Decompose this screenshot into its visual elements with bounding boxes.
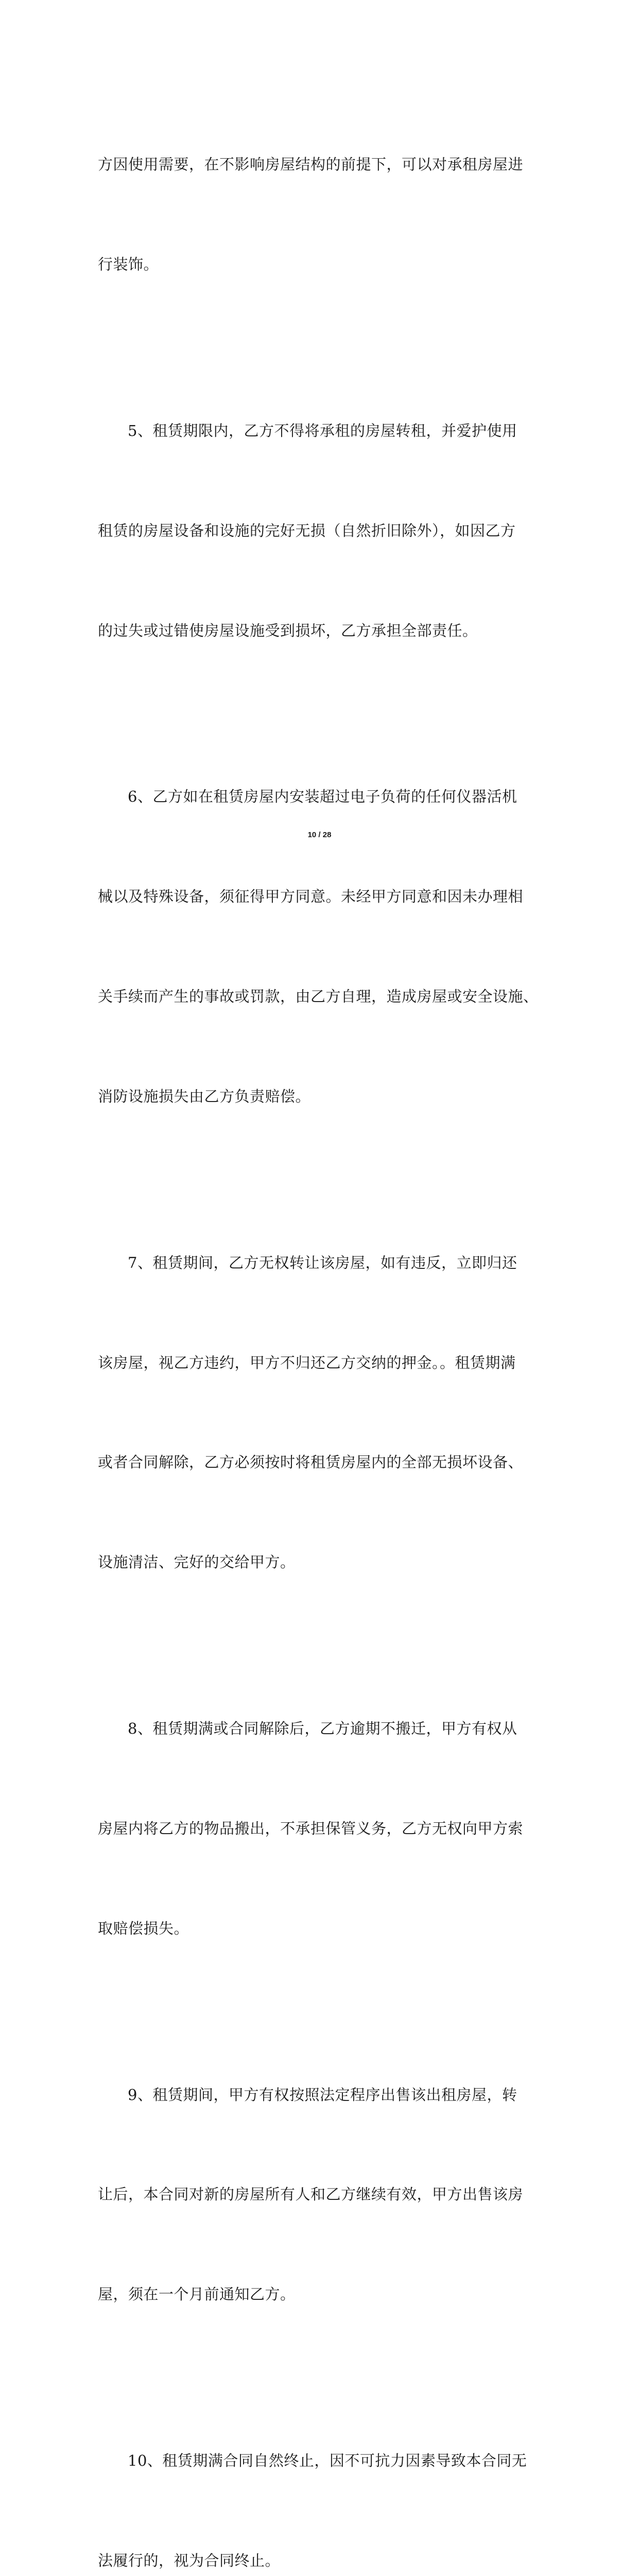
text-line: 法履行的，视为合同终止。	[98, 2551, 281, 2569]
text-line: 该房屋，视乙方违约，甲方不归还乙方交纳的押金。。租赁期满	[98, 1353, 516, 1371]
clause-6	[98, 714, 546, 1179]
text-line: 9、租赁期间，甲方有权按照法定程序出售该出租房屋，转	[128, 2086, 517, 2104]
text-line: 7、租赁期间，乙方无权转让该房屋，如有违反，立即归还	[128, 1253, 517, 1272]
clause-5	[98, 348, 546, 714]
text-line: 取赔偿损失。	[98, 1919, 189, 1937]
clause-7	[98, 1180, 546, 1646]
text-line: 租赁的房屋设备和设施的完好无损（自然折旧除外），如因乙方	[98, 521, 516, 539]
text-line: 方因使用需要，在不影响房屋结构的前提下，可以对承租房屋进	[98, 156, 524, 174]
text-line: 让后，本合同对新的房屋所有人和乙方继续有效，甲方出售该房	[98, 2185, 524, 2204]
text-line: 设施清洁、完好的交给甲方。	[98, 1553, 296, 1571]
text-line: 5、租赁期限内，乙方不得将承租的房屋转租，并爱护使用	[128, 421, 517, 439]
clause-10	[98, 2378, 546, 2576]
text-line: 8、租赁期满或合同解除后，乙方逾期不搬迁，甲方有权从	[128, 1720, 517, 1738]
text-line: 6、乙方如在租赁房屋内安装超过电子负荷的任何仪器活机	[128, 788, 517, 806]
text-line: 屋，须在一个月前通知乙方。	[98, 2285, 296, 2303]
clause-8	[98, 1646, 546, 2012]
text-line: 消防设施损失由乙方负责赔偿。	[98, 1087, 311, 1105]
text-line: 或者合同解除，乙方必须按时将租赁房屋内的全部无损坏设备、	[98, 1453, 524, 1471]
paragraph-continued	[98, 81, 546, 348]
text-line: 行装饰。	[98, 255, 159, 273]
page-number: 10 / 28	[307, 831, 332, 839]
document-body	[98, 81, 546, 2576]
text-line: 房屋内将乙方的物品搬出，不承担保管义务，乙方无权向甲方索	[98, 1819, 524, 1837]
clause-9	[98, 2011, 546, 2378]
text-line: 关手续而产生的事故或罚款，由乙方自理，造成房屋或安全设施、	[98, 988, 539, 1006]
text-line: 10、租赁期满合同自然终止，因不可抗力因素导致本合同无	[128, 2452, 527, 2470]
text-line: 的过失或过错使房屋设施受到损坏，乙方承担全部责任。	[98, 621, 478, 639]
text-line: 械以及特殊设备，须征得甲方同意。未经甲方同意和因未办理相	[98, 888, 524, 906]
